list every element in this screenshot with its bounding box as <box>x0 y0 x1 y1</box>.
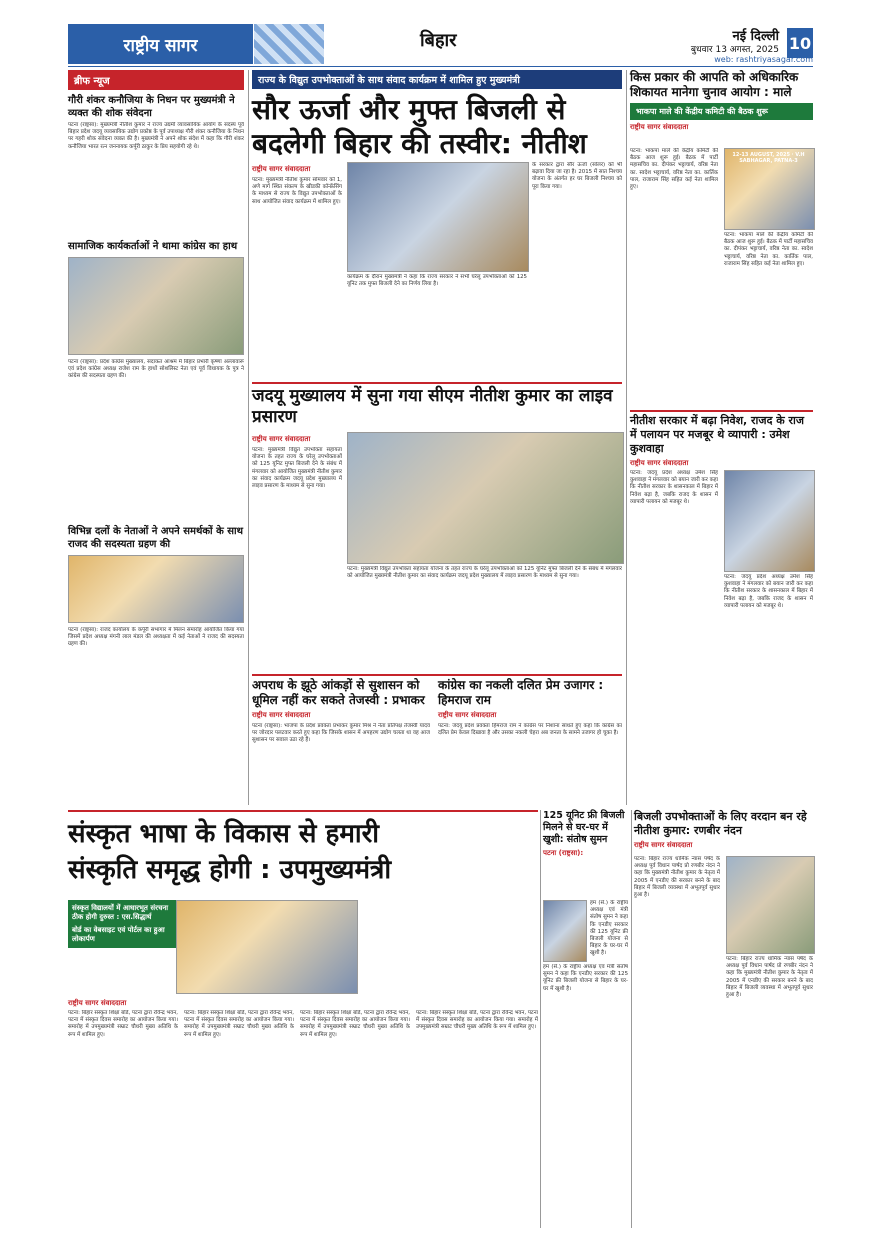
ml-story <box>630 70 813 135</box>
congress-event-photo <box>68 257 244 355</box>
sanskrit-event-photo <box>176 900 358 994</box>
santosh-byline: पटना (राष्ट्रसा): <box>543 849 584 857</box>
kushwaha-body: पटना: जदयू प्रदेश अध्यक्ष उमेश सिंह कुशवाहा ने मंगलवार को बयान जारी कर कहा कि नीतीश सरकार के शासनकाल में बिहार में निवेश बढ़ा है, जबकि राजद के शासन में व्यापारी पलायन को मजबूर थे। <box>630 470 718 505</box>
lead-headline-1: सौर ऊर्जा और मुफ्त बिजली से <box>252 93 566 126</box>
ml-byline: राष्ट्रीय सागर संवाददाता <box>630 123 689 131</box>
masthead <box>68 24 813 64</box>
lead-byline: राष्ट्रीय सागर संवाददाता <box>252 165 311 173</box>
section-title: बिहार <box>420 30 457 51</box>
live-body: पटना: मुख्यमंत्री विद्युत उपभोक्ता सहायता योजना के तहत राज्य के घरेलू उपभोक्ताओं को 125 यूनिट मुफ्त बिजली देने के संबंध में मंगलवार को आयोजित मुख्यमंत्री नीतीश कुमार का संवाद कार्यक्रम जदयू प्रदेश मुख्यालय में लाइव प्रसारण के माध्यम से सुना गया। <box>252 447 342 490</box>
sanskrit-headline-1: संस्कृत भाषा के विकास से हमारी <box>68 819 379 849</box>
santosh-suman-photo <box>543 900 587 962</box>
sanskrit-body-2: पटना: बिहार संस्कृत शिक्षा बोर्ड, पटना द्वारा रविन्द्र भवन, पटना में संस्कृत दिवस समारोह का आयोजन किया गया। समारोह में उपमुख्यमंत्री सम्राट चौधरी मुख्य अतिथि के रूप में शामिल हुए। <box>184 1010 294 1038</box>
column-divider <box>248 70 249 805</box>
kushwaha-byline: राष्ट्रीय सागर संवाददाता <box>630 459 689 467</box>
crime-byline: राष्ट्रीय सागर संवाददाता <box>252 711 311 719</box>
column-divider <box>631 810 632 1228</box>
live-col-1 <box>252 432 342 683</box>
ml-banner: 12-13 AUGUST, 2025 · V.H SABHAGAR, PATNA-3 <box>732 152 805 164</box>
brief-column <box>68 70 244 827</box>
crime-story <box>252 678 430 829</box>
lower-rule <box>252 674 622 676</box>
ranbir-byline: राष्ट्रीय सागर संवाददाता <box>634 841 693 849</box>
santosh-body-cont: हम (से.) के राष्ट्रीय अध्यक्ष एवं मंत्री संतोष सुमन ने कहा कि एनडीए सरकार की 125 यूनिट फ्री बिजली योजना से बिहार के घर-घर में खुशी है। <box>543 964 628 992</box>
sanskrit-body-3: पटना: बिहार संस्कृत शिक्षा बोर्ड, पटना द्वारा रविन्द्र भवन, पटना में संस्कृत दिवस समारोह का आयोजन किया गया। समारोह में उपमुख्यमंत्री सम्राट चौधरी मुख्य अतिथि के रूप में शामिल हुए। <box>300 1010 410 1038</box>
umesh-kushwaha-photo <box>724 470 815 572</box>
ranbir-nandan-photo <box>726 856 815 954</box>
sanskrit-body-4: पटना: बिहार संस्कृत शिक्षा बोर्ड, पटना द्वारा रविन्द्र भवन, पटना में संस्कृत दिवस समारोह का आयोजन किया गया। समारोह में उपमुख्यमंत्री सम्राट चौधरी मुख्य अतिथि के रूप में शामिल हुए। <box>416 1010 538 1031</box>
lead-col-2 <box>347 274 527 374</box>
right-mid-rule <box>630 410 813 412</box>
sanskrit-byline-wrap <box>68 996 538 1011</box>
jdu-office-photo <box>347 432 624 564</box>
ranbir-body-cont: पटना: बिहार राज्य धार्मिक न्यास पर्षद के अध्यक्ष पूर्व विधान पार्षद प्रो रणबीर नंदन ने कहा कि मुख्यमंत्री नीतीश कुमार के नेतृत्व में 2005 में एनडीए की सरकार बनने के बाद बिहार में बिजली व्यवस्था में अभूतपूर्व सुधार हुआ है। <box>726 956 813 999</box>
santosh-headline: 125 यूनिट फ्री बिजली मिलने से घर-घर में खुशी: संतोष सुमन <box>543 810 625 845</box>
congress-headline: कांग्रेस का नकली दलित प्रेम उजागर : हिमराज राम <box>438 678 604 707</box>
congress-body: पटना: जदयू प्रदेश प्रवक्ता हिमराज राम ने कांग्रेस पर निशाना साधते हुए कहा कि कांग्रेस का दलित प्रेम केवल दिखावा है और उसका नकली चेहरा अब जनता के सामने उजागर हो चुका है। <box>438 723 622 737</box>
rjd-event-photo <box>68 555 244 623</box>
crime-body: पटना (राष्ट्रसा): भाजपा के प्रदेश प्रवक्ता प्रभाकर कुमार मिश्र ने नेता प्रतिपक्ष तेजस्वी यादव पर जोरदार पलटवार करते हुए कहा कि जिसके शासन में अपहरण उद्योग चलता था वह आज सुशासन पर सवाल उठा रहे हैं। <box>252 723 430 744</box>
santosh-body: हम (से.) के राष्ट्रीय अध्यक्ष एवं मंत्री संतोष सुमन ने कहा कि एनडीए सरकार की 125 यूनिट फ्री बिजली योजना से बिहार के घर-घर में खुशी है। <box>590 900 628 957</box>
lead-body-a: पटना: मुख्यमंत्री नीतीश कुमार सोमवार को 1, अणे मार्ग स्थित संकल्प के खीडकी कॉन्फ्रेंसिंग के माध्यम से राज्य के विद्युत उपभोक्ताओं के साथ आयोजित संवाद कार्यक्रम में शामिल हुए। <box>252 177 342 205</box>
live-story-rule <box>252 382 622 384</box>
congress-story <box>438 678 622 829</box>
logo-pattern <box>254 24 324 64</box>
column-divider <box>540 810 541 1228</box>
sanskrit-body-1: पटना: बिहार संस्कृत शिक्षा बोर्ड, पटना द्वारा रविन्द्र भवन, पटना में संस्कृत दिवस समारोह का आयोजन किया गया। समारोह में उपमुख्यमंत्री सम्राट चौधरी मुख्य अतिथि के रूप में शामिल हुए। <box>68 1010 178 1038</box>
lead-headline-2: बदलेगी बिहार की तस्वीर: नीतीश <box>252 127 587 160</box>
live-headline: जदयू मुख्यालय में सुना गया सीएम नीतीश कुमार का लाइव प्रसारण <box>252 386 613 427</box>
brief-item2-body: पटना (राष्ट्रसा): प्रदेश कांग्रेस मुख्यालय, सदाकत आश्रम में बिहार प्रभारी कृष्णा अल्लावारू एवं प्रदेश कांग्रेस अध्यक्ष राजेश राम के हाथों सोशलिस्ट नेता एवं पूर्व विधायक के पुत्र ने कांग्रेस की सदस्यता ग्रहण की। <box>68 359 244 380</box>
kushwaha-body-cont: पटना: जदयू प्रदेश अध्यक्ष उमेश सिंह कुशवाहा ने मंगलवार को बयान जारी कर कहा कि नीतीश सरकार के शासनकाल में बिहार में निवेश बढ़ा है, जबकि राजद के शासन में व्यापारी पलायन को मजबूर थे। <box>724 574 813 609</box>
live-story <box>252 386 622 428</box>
lead-kicker: राज्य के विद्युत उपभोक्ताओं के साथ संवाद कार्यक्रम में शामिल हुए मुख्यमंत्री <box>252 70 622 89</box>
lead-col-3 <box>532 162 622 372</box>
date-label: बुधवार 13 अगस्त, 2025 <box>690 45 779 55</box>
website-label: web: rashtriyasagar.com <box>714 55 813 64</box>
brief-item3-title: विभिन्न दलों के नेताओं ने अपने समर्थकों के साथ राजद की सदस्यता ग्रहण की <box>68 526 243 550</box>
sanskrit-box-line2: बोर्ड का वेबसाइट एवं पोर्टल का हुआ लोकार्पण <box>72 926 165 943</box>
lead-body-c: के सरकार द्वारा सौर ऊर्जा (सोलर) को भी बढ़ावा दिया जा रहा है। 2015 में सात निश्चय योजना के अंतर्गत हर घर बिजली निश्चय को पूरा किया गया। <box>532 162 622 190</box>
masthead-rule <box>68 66 813 67</box>
dateline <box>691 26 779 57</box>
brief-item1-title: गौरी शंकर कनौजिया के निधन पर मुख्यमंत्री ने व्यक्त की शोक संवेदना <box>68 95 235 119</box>
sanskrit-box-line1: संस्कृत विद्यालयों में आधारभूत संरचना ठीक होगी दुरुस्त : एस.सिद्धार्थ <box>72 904 169 921</box>
lead-story <box>252 70 622 161</box>
sanskrit-story <box>68 816 538 888</box>
brief-item2-title: सामाजिक कार्यकर्ताओं ने थामा कांग्रेस का हाथ <box>68 241 238 252</box>
crime-headline: अपराध के झूठे आंकड़ों से सुशासन को धूमिल नहीं कर सकते तेजस्वी : प्रभाकर <box>252 678 425 707</box>
column-divider <box>626 70 627 805</box>
ml-headline: किस प्रकार की आपति को अधिकारिक शिकायत मानेगा चुनाव आयोग : माले <box>630 70 799 99</box>
sanskrit-byline: राष्ट्रीय सागर संवाददाता <box>68 999 127 1007</box>
sanskrit-headline-2: संस्कृति समृद्ध होगी : उपमुख्यमंत्री <box>68 855 392 885</box>
ranbir-headline: बिजली उपभोक्ताओं के लिए वरदान बन रहे नीतीश कुमार: रणबीर नंदन <box>634 810 807 837</box>
brief-item1-body: पटना (राष्ट्रसा): मुख्यमंत्री नीतीश कुमार ने राज्य उद्यमी व्यावसायिक आयोग के सदस्य पूर्व बिहार प्रदेश जदयू व्यवसायिक उद्योग प्रकोष्ठ के पूर्व उपाध्यक्ष गौरी शंकर कनौजिया के निधन पर गहरी शोक संवेदना व्यक्त की है। मुख्यमंत्री ने अपने शोक संदेश में कहा कि गौरी शंकर कनौजिया भारत रत्न जननायक कर्पूरी ठाकुर के प्रिय सहयोगी रहे थे। <box>68 122 244 150</box>
congress-byline: राष्ट्रीय सागर संवाददाता <box>438 711 497 719</box>
brief-item3-body: पटना (राष्ट्रसा): राजद कार्यालय के कर्पूरी सभागार में मिलन समारोह आयोजित किया गया जिसमें प्रदेश अध्यक्ष मंगनी लाल मंडल की अध्यक्षता में कई नेताओं ने राजद की सदस्यता ग्रहण की। <box>68 627 244 648</box>
ranbir-body: पटना: बिहार राज्य धार्मिक न्यास पर्षद के अध्यक्ष पूर्व विधान पार्षद प्रो रणबीर नंदन ने कहा कि मुख्यमंत्री नीतीश कुमार के नेतृत्व में 2005 में एनडीए की सरकार बनने के बाद बिहार में बिजली व्यवस्था में अभूतपूर्व सुधार हुआ है। <box>634 856 720 899</box>
sanskrit-highlight-box <box>68 900 176 948</box>
live-byline: राष्ट्रीय सागर संवाददाता <box>252 435 311 443</box>
lead-col-1 <box>252 162 342 377</box>
brief-kicker: ब्रीफ न्यूज <box>68 70 244 90</box>
cm-nitish-photo <box>347 162 529 272</box>
newspaper-logo: राष्ट्रीय सागर <box>68 24 253 64</box>
city-label: नई दिल्ली <box>732 29 779 44</box>
ml-body: पटना: भाकपा माले की केंद्रीय कमिटी की बैठक आज शुरू हुई। बैठक में पार्टी महासचिव का. दीपंकर भट्टाचार्य, वरिष्ठ नेता का. स्वदेश भट्टाचार्य, वरिष्ठ नेता का. कार्तिक पाल, राजाराम सिंह सहित कई नेता शामिल हुए। <box>630 148 718 191</box>
lead-body-b: कार्यक्रम के दौरान मुख्यमंत्री ने कहा कि राज्य सरकार ने सभी घरेलू उपभोक्ताओं को 125 यूनिट तक मुफ्त बिजली देने का निर्णय लिया है। <box>347 274 527 288</box>
sanskrit-rule <box>68 810 538 812</box>
ml-body-cont: पटना: भाकपा माले की केंद्रीय कमिटी की बैठक आज शुरू हुई। बैठक में पार्टी महासचिव का. दीपंकर भट्टाचार्य, वरिष्ठ नेता का. स्वदेश भट्टाचार्य, वरिष्ठ नेता का. कार्तिक पाल, राजाराम सिंह सहित कई नेता शामिल हुए। <box>724 232 813 267</box>
kushwaha-headline: नीतीश सरकार में बढ़ा निवेश, राजद के राज में पलायन पर मजबूर थे व्यापारी : उमेश कुशवाहा <box>630 414 805 455</box>
santosh-story <box>543 810 628 861</box>
kushwaha-story <box>630 414 813 471</box>
page-number: 10 <box>787 28 813 58</box>
ml-kicker: भाकपा माले की केंद्रीय कमिटी की बैठक शुरू <box>630 103 813 120</box>
live-body-cont: पटना: मुख्यमंत्री विद्युत उपभोक्ता सहायता योजना के तहत राज्य के घरेलू उपभोक्ताओं को 125 यूनिट मुफ्त बिजली देने के संबंध में मंगलवार को आयोजित मुख्यमंत्री नीतीश कुमार का संवाद कार्यक्रम जदयू प्रदेश मुख्यालय में लाइव प्रसारण के माध्यम से सुना गया। <box>347 566 622 580</box>
ranbir-story <box>634 810 813 853</box>
